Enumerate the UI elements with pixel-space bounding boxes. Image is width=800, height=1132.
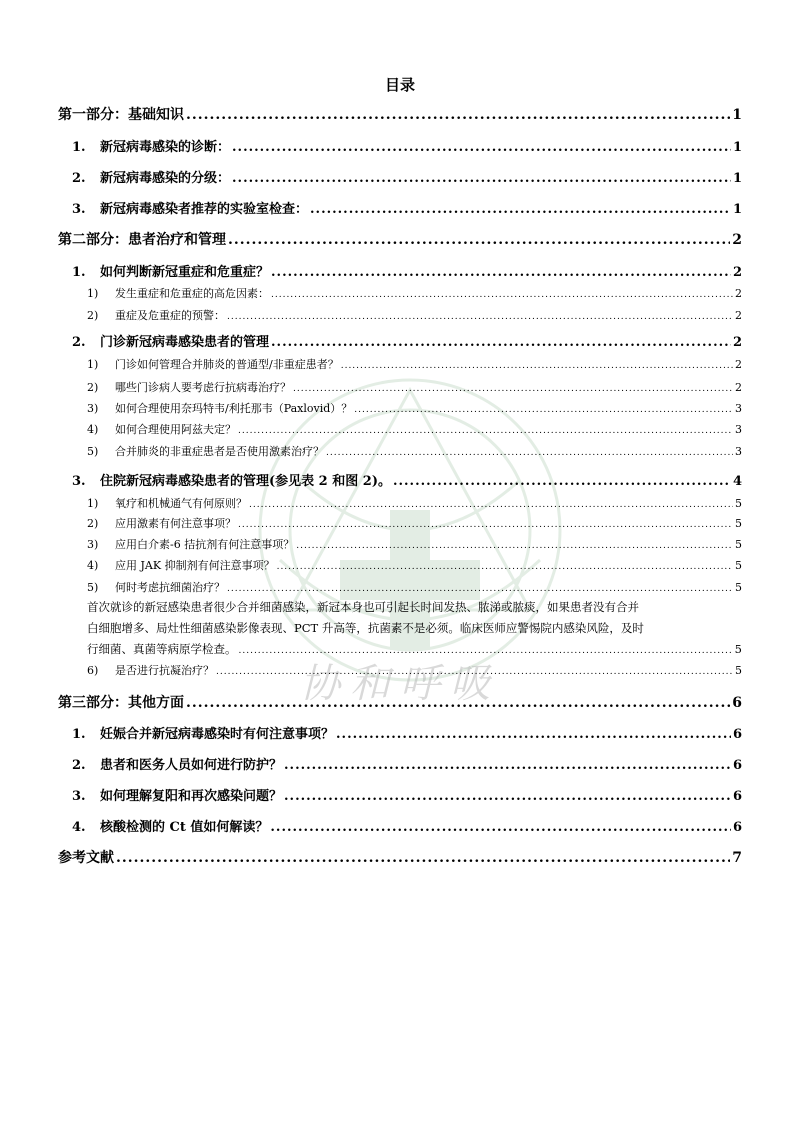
- toc-entry[interactable]: [72, 331, 742, 350]
- toc-entry-page-number: 6: [732, 727, 742, 742]
- dot-leader: [239, 641, 733, 662]
- toc-entry-number: 2): [87, 381, 99, 394]
- dot-leader: [341, 361, 733, 371]
- toc-entry[interactable]: [87, 662, 742, 678]
- toc-entry-page-number: 5: [735, 581, 742, 594]
- toc-entry[interactable]: [87, 536, 742, 552]
- toc-entry-number: 1.: [72, 727, 86, 742]
- toc-entry-page-number: 2: [735, 287, 742, 300]
- toc-entry-page-number: 1: [732, 171, 742, 186]
- toc-entry-number: 2.: [72, 171, 86, 186]
- paragraph-last-line: [87, 639, 742, 662]
- toc-entry[interactable]: [72, 167, 742, 186]
- dot-leader: [271, 335, 731, 350]
- toc-entry-label: 哪些门诊病人要考虑行抗病毒治疗？: [115, 381, 291, 394]
- toc-entry-page-number: 2: [732, 232, 742, 248]
- toc-entry-label: 何时考虑抗细菌治疗？: [115, 581, 225, 594]
- toc-entry[interactable]: [58, 692, 742, 712]
- dot-leader: [271, 290, 733, 300]
- toc-entry-page-number: 5: [735, 517, 742, 530]
- toc-entry-label: 如何合理使用阿兹夫定？: [115, 423, 236, 436]
- dot-leader: [270, 820, 731, 835]
- toc-entry-number: 1): [87, 358, 99, 371]
- toc-entry-label: 门诊如何管理合并肺炎的普通型/非重症患者？: [115, 358, 339, 371]
- watermark-text: 协和呼吸: [300, 661, 500, 707]
- toc-entry-page-number: 7: [732, 850, 742, 866]
- toc-entry-label: 应用 JAK 抑制剂有何注意事项？: [115, 559, 275, 572]
- toc-entry[interactable]: [58, 104, 742, 124]
- toc-entry-page-number: 5: [735, 664, 742, 677]
- toc-entry-label: 核酸检测的 Ct 值如何解读？: [100, 820, 269, 835]
- dot-leader: [284, 789, 731, 804]
- toc-entry-page-number: 6: [732, 758, 742, 773]
- toc-entry-label: 应用白介素-6 拮抗剂有何注意事项？: [115, 538, 295, 551]
- toc-entry-number: 1.: [72, 140, 86, 155]
- toc-entry-label: 是否进行抗凝治疗？: [115, 664, 214, 677]
- dot-leader: [232, 171, 731, 186]
- dot-leader: [227, 312, 733, 322]
- toc-entry[interactable]: [87, 421, 742, 437]
- toc-entry-label: 第二部分：患者治疗和管理: [58, 232, 226, 248]
- toc-entry-number: 4): [87, 423, 99, 436]
- toc-entry-number: 2.: [72, 335, 86, 350]
- toc-entry[interactable]: [87, 285, 742, 301]
- toc-entry[interactable]: [87, 400, 742, 416]
- toc-entry-page-number: 6: [732, 789, 742, 804]
- toc-entry[interactable]: [72, 261, 742, 280]
- toc-entry[interactable]: [87, 515, 742, 531]
- toc-entry-page-number: 2: [732, 265, 742, 280]
- dot-leader: [232, 140, 731, 155]
- toc-entry-number: 3.: [72, 474, 86, 489]
- paragraph-last-line-text: 行细菌、真菌等病原学检查。: [87, 642, 237, 656]
- toc-entry-page-number: 5: [735, 559, 742, 572]
- toc-entry-page-number: 1: [732, 140, 742, 155]
- toc-entry[interactable]: [87, 443, 742, 459]
- toc-entry[interactable]: [87, 379, 742, 395]
- toc-entry-number: 2): [87, 517, 99, 530]
- toc-entry-page-number: 1: [732, 107, 742, 123]
- toc-entry-label: 门诊新冠病毒感染患者的管理: [100, 335, 270, 350]
- toc-entry-page-number: 2: [735, 358, 742, 371]
- toc-entry-label: 新冠病毒感染者推荐的实验室检查：: [100, 202, 309, 217]
- dot-leader: [271, 265, 731, 280]
- dot-leader: [186, 107, 730, 123]
- dot-leader: [296, 541, 733, 551]
- toc-entry-label: 合并肺炎的非重症患者是否使用激素治疗？: [115, 445, 324, 458]
- toc-entry-page-number: 6: [732, 820, 742, 835]
- toc-entry-number: 5): [87, 445, 99, 458]
- dot-leader: [393, 474, 731, 489]
- toc-title: 目录: [384, 76, 415, 94]
- dot-leader: [354, 405, 733, 415]
- toc-entry-number: 4): [87, 559, 99, 572]
- toc-entry-page-number: 3: [735, 445, 742, 458]
- dot-leader: [277, 562, 733, 572]
- toc-entry-label: 第三部分：其他方面: [58, 695, 184, 711]
- toc-entry[interactable]: [87, 495, 742, 511]
- toc-entry-number: 3): [87, 402, 99, 415]
- dot-leader: [284, 758, 731, 773]
- toc-entry[interactable]: [72, 198, 742, 217]
- dot-leader: [310, 202, 731, 217]
- toc-entry[interactable]: [72, 470, 742, 489]
- toc-entry-label: 新冠病毒感染的分级：: [100, 171, 231, 186]
- toc-entry-label: 第一部分：基础知识: [58, 107, 184, 123]
- dot-leader: [186, 695, 730, 711]
- toc-entry-page-number: 5: [735, 538, 742, 551]
- toc-entry-number: 3.: [72, 789, 86, 804]
- toc-entry-page-number: 6: [732, 695, 742, 711]
- toc-entry-page-number: 4: [732, 474, 742, 489]
- toc-entry-page-number: 2: [735, 309, 742, 322]
- dot-leader: [116, 850, 730, 866]
- toc-entry-label: 参考文献: [58, 850, 114, 866]
- dot-leader: [336, 727, 731, 742]
- toc-entry[interactable]: [72, 136, 742, 155]
- dot-leader: [293, 384, 733, 394]
- toc-entry-label: 如何合理使用奈玛特韦/利托那韦（Paxlovid）？: [115, 402, 353, 415]
- dot-leader: [216, 667, 733, 677]
- dot-leader: [249, 500, 733, 510]
- toc-note-paragraph: [87, 597, 742, 662]
- toc-entry-label: 患者和医务人员如何进行防护？: [100, 758, 283, 773]
- toc-entry[interactable]: [58, 847, 742, 867]
- dot-leader: [228, 232, 730, 248]
- toc-entry[interactable]: [87, 579, 742, 595]
- toc-entry-page-number: 3: [735, 402, 742, 415]
- dot-leader: [326, 448, 733, 458]
- toc-entry-page-number: 1: [732, 202, 742, 217]
- toc-entry-number: 4.: [72, 820, 86, 835]
- dot-leader: [238, 520, 733, 530]
- toc-entry[interactable]: [87, 557, 742, 573]
- toc-entry-label: 新冠病毒感染的诊断：: [100, 140, 231, 155]
- paragraph-line: 白细胞增多、局灶性细菌感染影像表现、PCT 升高等，抗菌素不是必须。临床医师应警惕院内感染风险，及时: [87, 621, 644, 635]
- toc-entry[interactable]: [87, 307, 742, 323]
- toc-entry-label: 氧疗和机械通气有何原则？: [115, 497, 247, 510]
- toc-entry-page-number: 5: [735, 497, 742, 510]
- toc-entry-label: 住院新冠病毒感染患者的管理(参见表 2 和图 2)。: [100, 474, 391, 489]
- toc-entry-label: 应用激素有何注意事项？: [115, 517, 236, 530]
- dot-leader: [238, 426, 733, 436]
- toc-entry[interactable]: [72, 785, 742, 804]
- toc-entry-number: 5): [87, 581, 99, 594]
- toc-entry-number: 3): [87, 538, 99, 551]
- toc-entry-page-number: 3: [735, 423, 742, 436]
- toc-entry-number: 2): [87, 309, 99, 322]
- toc-entry[interactable]: [72, 723, 742, 742]
- toc-entry-label: 如何判断新冠重症和危重症？: [100, 265, 270, 280]
- paragraph-page-number: 5: [734, 642, 742, 656]
- toc-entry-number: 2.: [72, 758, 86, 773]
- toc-entry-number: 1.: [72, 265, 86, 280]
- toc-entry-page-number: 2: [732, 335, 742, 350]
- toc-entry-number: 1): [87, 497, 99, 510]
- toc-entry-number: 1): [87, 287, 99, 300]
- toc-entry-label: 发生重症和危重症的高危因素：: [115, 287, 269, 300]
- toc-entry[interactable]: [72, 816, 742, 835]
- dot-leader: [227, 584, 733, 594]
- toc-entry-number: 6): [87, 664, 99, 677]
- toc-entry-label: 妊娠合并新冠病毒感染时有何注意事项？: [100, 727, 335, 742]
- toc-entry-label: 如何理解复阳和再次感染问题？: [100, 789, 283, 804]
- toc-entry-page-number: 2: [735, 381, 742, 394]
- toc-entry[interactable]: [87, 356, 742, 372]
- toc-entry[interactable]: [72, 754, 742, 773]
- paragraph-line: 首次就诊的新冠感染患者很少合并细菌感染，新冠本身也可引起长时间发热、脓涕或脓痰，如果患者没有合并: [87, 600, 639, 614]
- toc-entry-number: 3.: [72, 202, 86, 217]
- toc-entry-label: 重症及危重症的预警：: [115, 309, 225, 322]
- toc-entry[interactable]: [58, 229, 742, 249]
